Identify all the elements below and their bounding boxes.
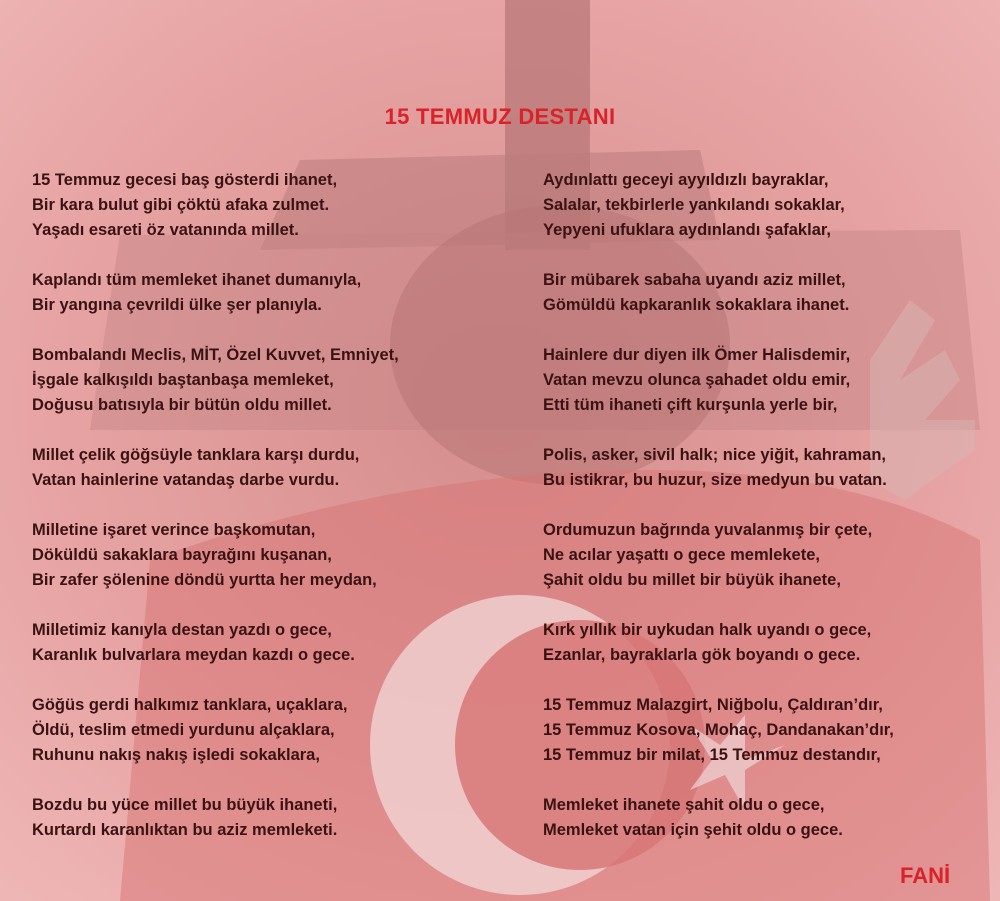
stanza [543,443,983,493]
poem-line: Bir yangına çevrildi ülke şer planıyla. [32,296,322,314]
poem-line: Ordumuzun bağrında yuvalanmış bir çete, [543,521,873,539]
poem-line: Döküldü sakaklara bayrağını kuşanan, [32,546,332,564]
poem-line: Ezanlar, bayraklarla gök boyandı o gece. [543,646,861,664]
poem-line: Hainlere dur diyen ilk Ömer Halisdemir, [543,346,851,364]
poem-line: Yaşadı esareti öz vatanında millet. [32,221,299,239]
poem-line: Bir zafer şölenine döndü yurtta her meydan, [32,571,377,589]
stanza [543,343,983,418]
poem-line: İşgale kalkışıldı baştanbaşa memleket, [32,371,334,389]
poem-line: Millet çelik göğsüyle tanklara karşı durdu, [32,446,360,464]
author-signature: FANİ [900,863,951,888]
poem-line: Memleket ihanete şahit oldu o gece, [543,796,825,814]
poem-left-column [32,168,502,868]
poem-line: Milletine işaret verince başkomutan, [32,521,316,539]
poem-line: 15 Temmuz Malazgirt, Niğbolu, Çaldıran’dır, [543,696,883,714]
stanza [543,618,983,668]
poem-line: Bozdu bu yüce millet bu büyük ihaneti, [32,796,338,814]
poem-line: Gömüldü kapkaranlık sokaklara ihanet. [543,296,850,314]
stanza [32,793,502,843]
stanza [543,168,983,243]
poem-line: Bombalandı Meclis, MİT, Özel Kuvvet, Emniyet, [32,346,399,364]
poem-line: Vatan hainlerine vatandaş darbe vurdu. [32,471,340,489]
poem-line: Aydınlattı geceyi ayyıldızlı bayraklar, [543,171,829,189]
poem-line: Vatan mevzu olunca şahadet oldu emir, [543,371,851,389]
poem-line: Göğüs gerdi halkımız tanklara, uçaklara, [32,696,348,714]
poem-line: Yepyeni ufuklara aydınlandı şafaklar, [543,221,831,239]
poem-line: Karanlık bulvarlara meydan kazdı o gece. [32,646,355,664]
stanza [543,693,983,768]
poem-line: Kaplandı tüm memleket ihanet dumanıyla, [32,271,362,289]
stanza [543,793,983,843]
stanza [32,168,502,243]
poem-line: Ne acılar yaşattı o gece memlekete, [543,546,820,564]
poem-line: Etti tüm ihaneti çift kurşunla yerle bir, [543,396,838,414]
poem-line: Milletimiz kanıyla destan yazdı o gece, [32,621,332,639]
poem-line: Şahit oldu bu millet bir büyük ihanete, [543,571,841,589]
poem-line: Memleket vatan için şehit oldu o gece. [543,821,843,839]
poem-line: Bir mübarek sabaha uyandı aziz millet, [543,271,846,289]
poem-line: Doğusu batısıyla bir bütün oldu millet. [32,396,332,414]
poem-line: 15 Temmuz bir milat, 15 Temmuz destandır, [543,746,881,764]
stanza [32,693,502,768]
stanza [32,618,502,668]
poem-line: Polis, asker, sivil halk; nice yiğit, kahraman, [543,446,886,464]
poem-right-column [543,168,983,868]
poem-title: 15 TEMMUZ DESTANI [384,104,616,129]
stanza [32,518,502,593]
stanza [32,443,502,493]
poem-line: Öldü, teslim etmedi yurdunu alçaklara, [32,721,335,739]
poem-line: 15 Temmuz gecesi baş gösterdi ihanet, [32,171,338,189]
poem-line: Salalar, tekbirlerle yankılandı sokaklar, [543,196,845,214]
stanza [543,268,983,318]
stanza [32,343,502,418]
poem-line: 15 Temmuz Kosova, Mohaç, Dandanakan’dır, [543,721,894,739]
stanza [543,518,983,593]
poem-line: Bu istikrar, bu huzur, size medyun bu vatan. [543,471,887,489]
stanza [32,268,502,318]
poem-line: Kurtardı karanlıktan bu aziz memleketi. [32,821,338,839]
poem-line: Bir kara bulut gibi çöktü afaka zulmet. [32,196,330,214]
poem-line: Ruhunu nakış nakış işledi sokaklara, [32,746,320,764]
poem-line: Kırk yıllık bir uykudan halk uyandı o gece, [543,621,872,639]
